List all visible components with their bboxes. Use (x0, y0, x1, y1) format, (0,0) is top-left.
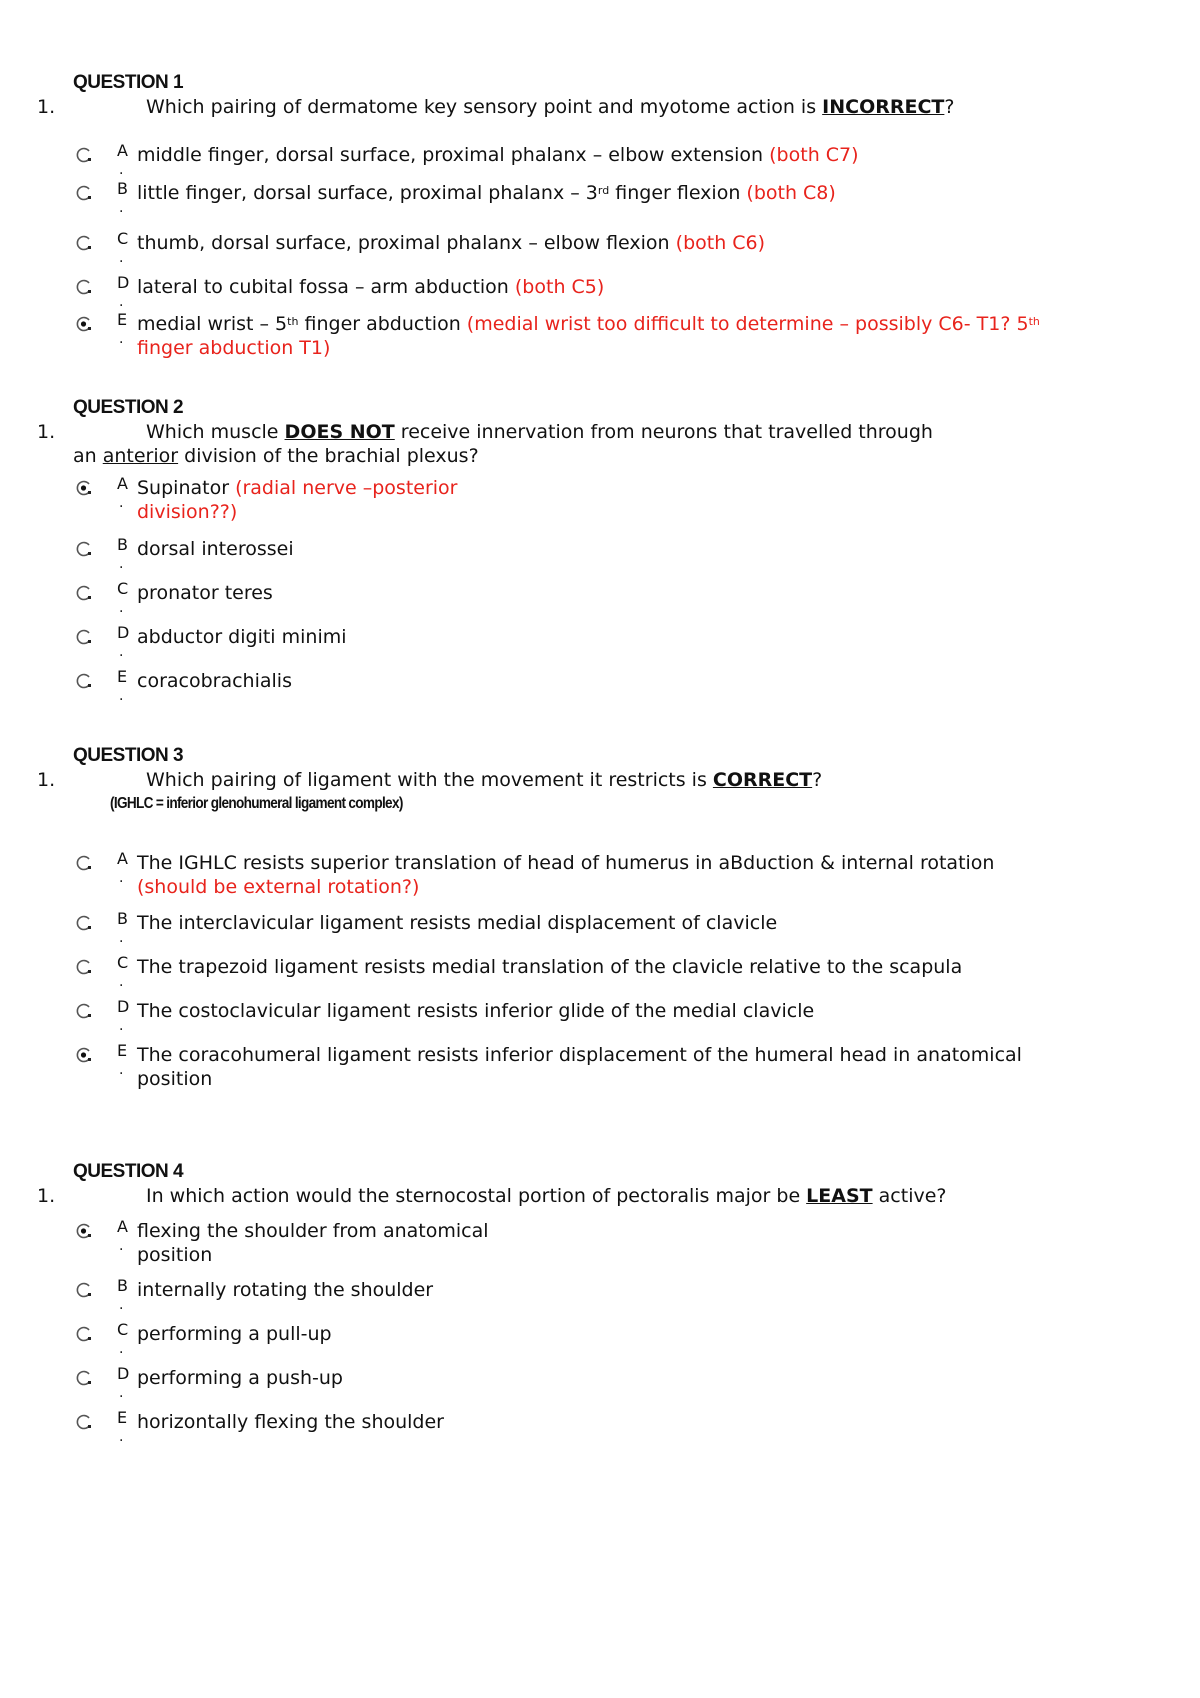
option-dot: . (119, 1238, 124, 1254)
option-text: thumb, dorsal surface, proximal phalanx – elbow flexion (both C6) (137, 232, 766, 254)
option-letter: D (117, 273, 130, 292)
radio-unselected-icon[interactable] (76, 185, 92, 201)
question-prompt-continued: an anterior division of the brachial plexus? (73, 445, 479, 467)
option-text: The interclavicular ligament resists medial displacement of clavicle (137, 912, 778, 934)
option-letter: B (117, 1276, 128, 1295)
question-number: 1. (37, 96, 56, 118)
option-dot: . (119, 870, 124, 886)
option-letter: E (117, 310, 128, 329)
option-text: performing a pull-up (137, 1323, 332, 1345)
annotation-note: (both C5) (514, 276, 605, 298)
option-dot: . (119, 556, 124, 572)
option-text: coracobrachialis (137, 670, 292, 692)
option-text: The costoclavicular ligament resists inferior glide of the medial clavicle (137, 1000, 815, 1022)
option-text: flexing the shoulder from anatomical position (137, 1220, 489, 1266)
prompt-keyword: DOES NOT (284, 421, 395, 443)
option-text: middle finger, dorsal surface, proximal phalanx – elbow extension (both C7) (137, 144, 859, 166)
option-dot: . (119, 294, 124, 310)
annotation-note: (both C6) (675, 232, 766, 254)
annotation-note: (should be external rotation?) (137, 876, 420, 898)
prompt-keyword: LEAST (806, 1185, 873, 1207)
question-prompt: Which muscle DOES NOT receive innervation from neurons that travelled through (146, 421, 933, 443)
option-text: The trapezoid ligament resists medial translation of the clavicle relative to the scapula (137, 956, 963, 978)
option-letter: A (117, 141, 128, 160)
option-letter: B (117, 909, 128, 928)
option-text: internally rotating the shoulder (137, 1279, 434, 1301)
question-note: (IGHLC = inferior glenohumeral ligament complex) (110, 795, 403, 812)
option-letter: B (117, 535, 128, 554)
radio-selected-icon[interactable] (76, 1047, 92, 1063)
option-dot: . (119, 1341, 124, 1357)
option-letter: A (117, 849, 128, 868)
annotation-note: (both C7) (769, 144, 859, 166)
option-text: Supinator (radial nerve –posterior division??) (137, 477, 458, 523)
option-dot: . (119, 688, 124, 704)
option-text: little finger, dorsal surface, proximal phalanx – 3rd finger flexion (both C8) (137, 182, 836, 204)
question-prompt: Which pairing of dermatome key sensory point and myotome action is INCORRECT? (146, 96, 955, 118)
radio-unselected-icon[interactable] (76, 915, 92, 931)
option-letter: A (117, 1217, 128, 1236)
radio-unselected-icon[interactable] (76, 1414, 92, 1430)
option-text: performing a push-up (137, 1367, 343, 1389)
question-number: 1. (37, 769, 56, 791)
option-letter: E (117, 1408, 128, 1427)
option-letter: D (117, 1364, 130, 1383)
option-letter: C (117, 579, 129, 598)
option-dot: . (119, 1062, 124, 1078)
question-title: QUESTION 3 (73, 745, 184, 766)
radio-unselected-icon[interactable] (76, 1282, 92, 1298)
question-number: 1. (37, 421, 56, 443)
radio-unselected-icon[interactable] (76, 1003, 92, 1019)
option-dot: . (119, 1385, 124, 1401)
option-dot: . (119, 1429, 124, 1445)
option-letter: D (117, 997, 130, 1016)
annotation-note: (both C8) (746, 182, 836, 204)
option-letter: A (117, 474, 128, 493)
option-dot: . (119, 600, 124, 616)
radio-unselected-icon[interactable] (76, 959, 92, 975)
radio-unselected-icon[interactable] (76, 147, 92, 163)
option-dot: . (119, 250, 124, 266)
prompt-keyword: CORRECT (712, 769, 813, 791)
radio-selected-icon[interactable] (76, 316, 92, 332)
option-text: The IGHLC resists superior translation of head of humerus in aBduction & internal rotation (should be external rotation?) (137, 852, 995, 898)
option-dot: . (119, 1297, 124, 1313)
radio-unselected-icon[interactable] (76, 1370, 92, 1386)
option-letter: C (117, 953, 129, 972)
question-title: QUESTION 2 (73, 397, 184, 418)
question-number: 1. (37, 1185, 56, 1207)
option-dot: . (119, 644, 124, 660)
option-dot: . (119, 1018, 124, 1034)
radio-unselected-icon[interactable] (76, 629, 92, 645)
option-letter: C (117, 1320, 129, 1339)
option-text: The coracohumeral ligament resists inferior displacement of the humeral head in anatomical position (137, 1044, 1022, 1090)
option-dot: . (119, 930, 124, 946)
annotation-note: (medial wrist too difficult to determine – possibly C6- T1? 5th finger abduction T1) (137, 313, 1040, 359)
option-dot: . (119, 495, 124, 511)
option-text: lateral to cubital fossa – arm abduction (both C5) (137, 276, 605, 298)
radio-unselected-icon[interactable] (76, 585, 92, 601)
question-prompt: In which action would the sternocostal portion of pectoralis major be LEAST active? (146, 1185, 947, 1207)
radio-selected-icon[interactable] (76, 480, 92, 496)
option-letter: E (117, 667, 128, 686)
option-letter: E (117, 1041, 128, 1060)
option-letter: B (117, 179, 128, 198)
option-text: medial wrist – 5th finger abduction (medial wrist too difficult to determine – possibly C6- T1? 5th finger abduction T1) (137, 313, 1040, 359)
radio-selected-icon[interactable] (76, 1223, 92, 1239)
question-title: QUESTION 1 (73, 72, 184, 93)
option-text: dorsal interossei (137, 538, 294, 560)
radio-unselected-icon[interactable] (76, 541, 92, 557)
question-title: QUESTION 4 (73, 1161, 184, 1182)
option-dot: . (119, 200, 124, 216)
radio-unselected-icon[interactable] (76, 673, 92, 689)
option-text: pronator teres (137, 582, 273, 604)
prompt-keyword: INCORRECT (822, 96, 945, 118)
option-dot: . (119, 331, 124, 347)
option-dot: . (119, 162, 124, 178)
radio-unselected-icon[interactable] (76, 1326, 92, 1342)
radio-unselected-icon[interactable] (76, 855, 92, 871)
option-dot: . (119, 974, 124, 990)
radio-unselected-icon[interactable] (76, 279, 92, 295)
option-text: horizontally flexing the shoulder (137, 1411, 444, 1433)
question-prompt: Which pairing of ligament with the movement it restricts is CORRECT? (146, 769, 823, 791)
radio-unselected-icon[interactable] (76, 235, 92, 251)
option-letter: C (117, 229, 129, 248)
option-letter: D (117, 623, 130, 642)
annotation-note: (radial nerve –posterior division??) (137, 477, 458, 523)
option-text: abductor digiti minimi (137, 626, 347, 648)
